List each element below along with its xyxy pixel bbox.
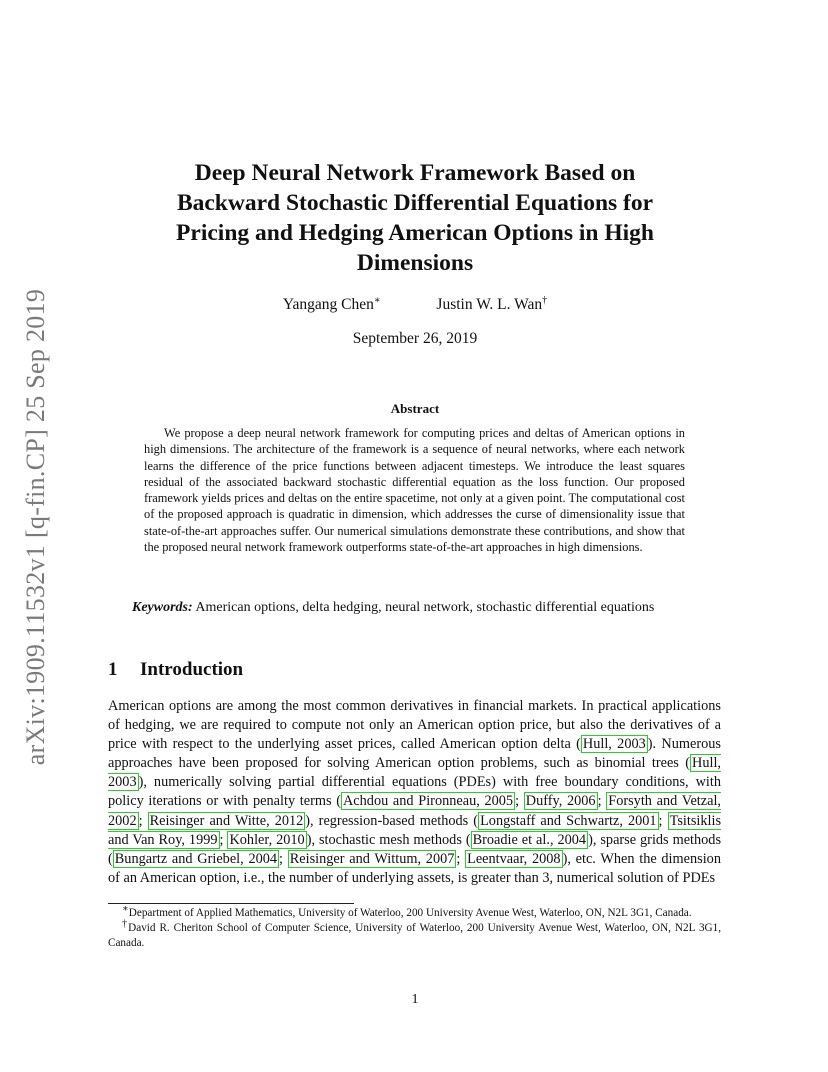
text-run: ; — [456, 850, 466, 867]
text-run: American options are among the most common derivatives in financial markets. In practical applications of hedging, we are required to compute not only an American option price, but also the derivatives of a price with respect to the underlying asset prices, called American option delta ( — [108, 698, 721, 753]
text-run: ), stochastic mesh methods ( — [306, 831, 471, 848]
text-run: ; — [597, 793, 607, 810]
footnotes — [108, 903, 722, 952]
footnote — [108, 918, 722, 951]
citation-link[interactable]: Achdou and Pironneau, 2005 — [342, 793, 514, 810]
section-title: Introduction — [140, 659, 244, 680]
citation-link[interactable]: Hull, 2003 — [582, 736, 646, 753]
text-run: ), numerically solving partial differential equations (PDEs) with free boundary conditions, with policy iterations or with penalty terms ( — [108, 774, 721, 810]
publication-date: September 26, 2019 — [352, 330, 478, 347]
paper-title — [110, 158, 720, 278]
text-run: ; — [219, 831, 228, 848]
section-heading — [108, 659, 243, 681]
intro-paragraph — [108, 697, 721, 888]
text-run: ; — [515, 793, 524, 810]
text-run: ; — [138, 812, 148, 829]
keywords-label: Keywords: — [132, 600, 193, 615]
citation-link[interactable]: Duffy, 2006 — [525, 793, 596, 810]
page-number: 1 — [411, 992, 419, 1007]
author-list — [110, 296, 720, 314]
footnote-mark: † — [122, 918, 129, 930]
arxiv-identifier-stamp: arXiv:1909.11532v1 [q-fin.CP] 25 Sep 2019 — [21, 288, 50, 766]
citation-link[interactable]: Hull, 2003 — [108, 755, 721, 791]
citation-link[interactable]: Reisinger and Wittum, 2007 — [289, 850, 455, 867]
footnote-text: David R. Cheriton School of Computer Science, University of Waterloo, 200 University Avenue West, Waterloo, ON, N2L 3G1, Canada. — [108, 922, 722, 950]
author-name: Yangang Chen — [282, 296, 374, 313]
footnote-mark: ∗ — [122, 903, 129, 915]
abstract-heading: Abstract — [390, 401, 440, 416]
section-number: 1 — [108, 659, 118, 680]
keywords-list: American options, delta hedging, neural network, stochastic differential equations — [195, 600, 655, 615]
title-line: Pricing and Hedging American Options in High — [176, 220, 654, 246]
text-run: ), regression-based methods ( — [305, 812, 479, 829]
author-name: Justin W. L. Wan — [436, 296, 543, 313]
citation-link[interactable]: Bungartz and Griebel, 2004 — [114, 850, 278, 867]
text-run: ; — [658, 812, 668, 829]
citation-link[interactable]: Reisinger and Witte, 2012 — [149, 812, 304, 829]
text-run: ). Numerous approaches have been proposed for solving American option problems, such as binomial trees ( — [108, 736, 721, 772]
footnote — [108, 903, 721, 921]
abstract-body: We propose a deep neural network framework for computing prices and deltas of American options in high dimensions. The architecture of the framework is a sequence of neural networks, where each network learns the difference of the price functions between adjacent timesteps. We introduce the least squares residual of the associated backward stochastic differential equation as the loss function. Our proposed framework yields prices and deltas on the entire spacetime, not only at a given point. The computational cost of the proposed approach is quadratic in dimension, which addresses the curse of dimensionality issue that state-of-the-art approaches suffer. Our numerical simulations demonstrate these contributions, and show that the proposed neural network framework outperforms state-of-the-art approaches in high dimensions. — [144, 426, 685, 555]
abstract-text — [144, 425, 685, 555]
citation-link[interactable]: Broadie et al., 2004 — [472, 831, 587, 848]
footnote-mark[interactable]: ∗ — [373, 294, 381, 306]
footnote-divider — [108, 903, 354, 904]
citation-link[interactable]: Longstaff and Schwartz, 2001 — [480, 812, 657, 829]
citation-link[interactable]: Leentvaar, 2008 — [467, 850, 561, 867]
title-line: Backward Stochastic Differential Equations for — [176, 190, 654, 216]
text-run: ), sparse grids methods ( — [108, 831, 722, 867]
text-run: ), etc. When the dimension of an American option, i.e., the number of underlying assets, is greater than 3, numerical solution of PDEs — [108, 850, 721, 886]
keywords — [108, 599, 721, 618]
footnote-text: Department of Applied Mathematics, University of Waterloo, 200 University Avenue West, Waterloo, ON, N2L 3G1, Canada. — [128, 907, 692, 919]
title-line: Dimensions — [356, 250, 474, 276]
citation-link[interactable]: Tsitsiklis and Van Roy, 1999 — [108, 812, 722, 848]
title-line: Deep Neural Network Framework Based on — [194, 160, 636, 186]
citation-link[interactable]: Kohler, 2010 — [229, 831, 305, 848]
footnote-mark[interactable]: † — [542, 294, 548, 306]
citation-link[interactable]: Forsyth and Vetzal, 2002 — [108, 793, 721, 829]
text-run: ; — [279, 850, 288, 867]
